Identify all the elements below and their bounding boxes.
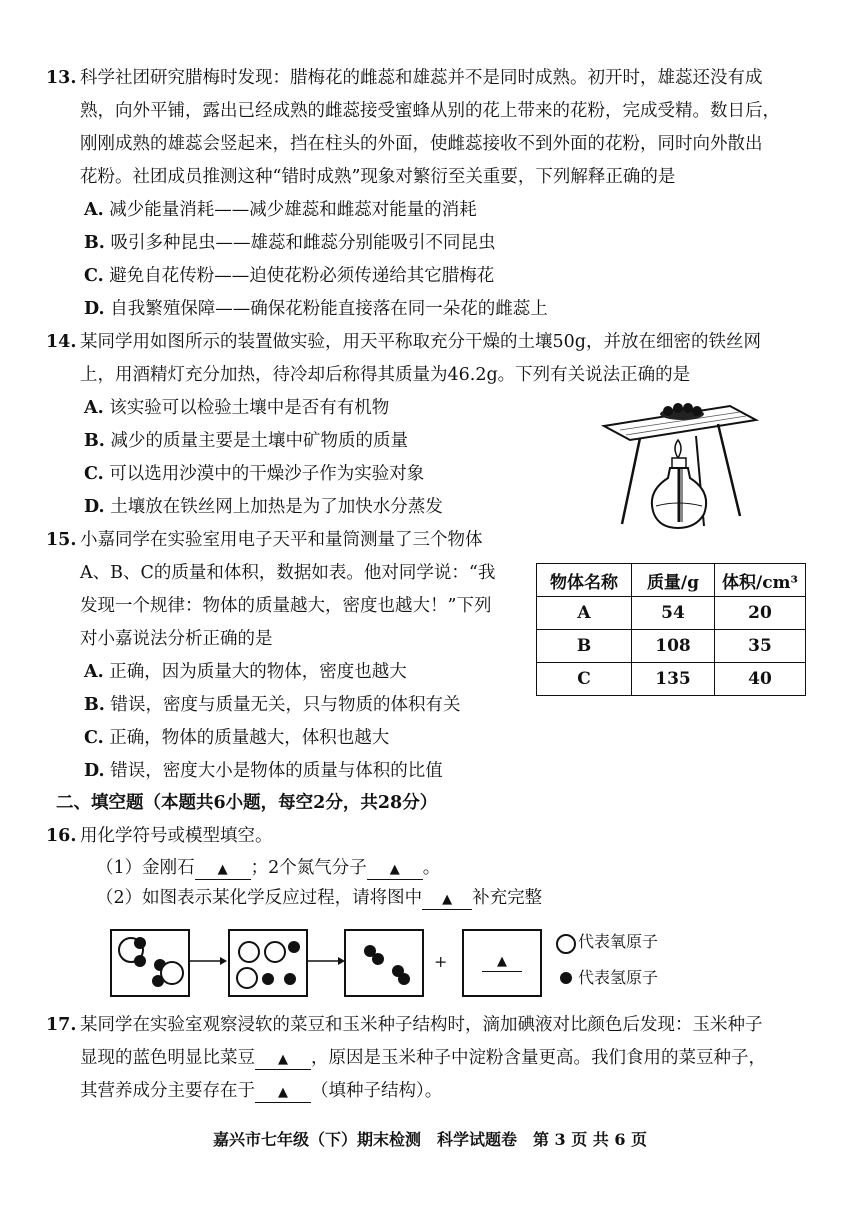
table-header: 体积/cm³ xyxy=(715,564,806,597)
heating-apparatus-figure xyxy=(600,396,760,536)
table-header: 质量/g xyxy=(632,564,715,597)
q16-stem: 用化学符号或模型填空。 xyxy=(80,826,273,846)
oxygen-atom xyxy=(236,967,258,989)
q13-line-3: 刚刚成熟的雄蕊会竖起来，挡在柱头的外面，使雌蕊接收不到外面的花粉，同时向外散出 xyxy=(80,134,763,154)
arrow-icon xyxy=(190,955,228,967)
arrow-icon xyxy=(308,955,346,967)
q16-part-1: （1）金刚石 ▲ ；2个氮气分子 ▲ 。 xyxy=(96,858,441,878)
page-footer: 嘉兴市七年级（下）期末检测 科学试题卷 第 3 页 共 6 页 xyxy=(212,1130,648,1149)
q13-line-2: 熟，向外平铺，露出已经成熟的雌蕊接受蜜蜂从别的花上带来的花粉，完成受精。数日后， xyxy=(80,101,780,121)
q15-option-c: C. 正确，物体的质量越大，体积也越大 xyxy=(84,728,390,748)
section-2-heading: 二、填空题（本题共6小题，每空2分，共28分） xyxy=(56,793,438,813)
table-cell: 35 xyxy=(715,630,806,663)
plus-sign: + xyxy=(434,952,448,971)
q17-line-2: 显现的蓝色明显比菜豆 ▲ ，原因是玉米种子中淀粉含量更高。我们食用的菜豆种子， xyxy=(80,1048,766,1068)
q17-line-3: 其营养成分主要存在于 ▲ （填种子结构）。 xyxy=(80,1081,443,1101)
hydrogen-atom xyxy=(288,941,300,953)
hydrogen-atom xyxy=(262,973,274,985)
table-row xyxy=(537,630,806,663)
q15-line-3: 发现一个规律：物体的质量越大，密度也越大！”下列 xyxy=(80,596,492,616)
q16-part-2: （2）如图表示某化学反应过程，请将图中 ▲ 补充完整 xyxy=(96,888,543,908)
q15-option-a: A. 正确，因为质量大的物体，密度也越大 xyxy=(84,662,407,682)
answer-blank: ▲ xyxy=(422,891,472,910)
q17-line-1: 某同学在实验室观察浸软的菜豆和玉米种子结构时，滴加碘液对比颜色后发现：玉米种子 xyxy=(80,1015,763,1035)
question-16-number: 16. xyxy=(46,826,77,846)
hydrogen-legend-icon xyxy=(560,972,572,984)
reactant-box xyxy=(110,929,190,997)
table-cell: 135 xyxy=(632,663,715,696)
q13-line-1: 科学社团研究腊梅时发现：腊梅花的雌蕊和雄蕊并不是同时成熟。初开时，雄蕊还没有成 xyxy=(80,68,763,88)
q14-option-d: D. 土壤放在铁丝网上加热是为了加快水分蒸发 xyxy=(84,497,443,517)
table-row xyxy=(537,597,806,630)
oxygen-atom xyxy=(264,941,286,963)
answer-blank: ▲ xyxy=(482,953,522,972)
table-cell: B xyxy=(537,630,632,663)
table-cell: 108 xyxy=(632,630,715,663)
question-14-number: 14. xyxy=(46,332,77,352)
product-box xyxy=(344,929,424,997)
q13-option-d: D. 自我繁殖保障——确保花粉能直接落在同一朵花的雌蕊上 xyxy=(84,299,548,319)
answer-box xyxy=(462,929,542,997)
q15-line-1: 小嘉同学在实验室用电子天平和量筒测量了三个物体 xyxy=(80,530,483,550)
table-header: 物体名称 xyxy=(537,564,632,597)
table-header-row xyxy=(537,564,806,597)
table-cell: C xyxy=(537,663,632,696)
question-13-number: 13. xyxy=(46,68,77,88)
q13-option-a: A. 减少能量消耗——减少雄蕊和雌蕊对能量的消耗 xyxy=(84,200,477,220)
oxygen-atom xyxy=(238,941,260,963)
oxygen-legend-icon xyxy=(556,934,576,954)
q15-line-2: A、B、C的质量和体积，数据如表。他对同学说：“我 xyxy=(80,563,496,583)
intermediate-box xyxy=(228,929,308,997)
legend-oxygen: 代表氧原子 xyxy=(578,932,659,951)
q13-line-4: 花粉。社团成员推测这种“错时成熟”现象对繁衍至关重要，下列解释正确的是 xyxy=(80,167,676,187)
hydrogen-atom xyxy=(152,975,164,987)
hydrogen-atom xyxy=(284,973,296,985)
table-cell: 40 xyxy=(715,663,806,696)
hydrogen-atom xyxy=(372,953,384,965)
q14-line-2: 上，用酒精灯充分加热，待冷却后称得其质量为46.2g。下列有关说法正确的是 xyxy=(80,365,691,385)
answer-blank: ▲ xyxy=(255,1051,311,1070)
hydrogen-atom xyxy=(398,973,410,985)
question-17-number: 17. xyxy=(46,1015,77,1035)
q13-option-b: B. 吸引多种昆虫——雄蕊和雌蕊分别能吸引不同昆虫 xyxy=(84,233,496,253)
table-cell: 20 xyxy=(715,597,806,630)
answer-blank: ▲ xyxy=(255,1084,311,1103)
table-cell: A xyxy=(537,597,632,630)
legend-hydrogen: 代表氢原子 xyxy=(578,968,659,987)
hydrogen-atom xyxy=(134,955,146,967)
data-table xyxy=(536,563,806,696)
q14-option-a: A. 该实验可以检验土壤中是否有有机物 xyxy=(84,398,390,418)
table-row xyxy=(537,663,806,696)
q13-option-c: C. 避免自花传粉——迫使花粉必须传递给其它腊梅花 xyxy=(84,266,495,286)
q14-line-1: 某同学用如图所示的装置做实验，用天平称取充分干燥的土壤50g，并放在细密的铁丝网 xyxy=(80,332,761,352)
q15-line-4: 对小嘉说法分析正确的是 xyxy=(80,629,273,649)
answer-blank: ▲ xyxy=(195,861,251,880)
q15-option-d: D. 错误，密度大小是物体的质量与体积的比值 xyxy=(84,761,443,781)
question-15-number: 15. xyxy=(46,530,77,550)
table-cell: 54 xyxy=(632,597,715,630)
q14-option-c: C. 可以选用沙漠中的干燥沙子作为实验对象 xyxy=(84,464,425,484)
q14-option-b: B. 减少的质量主要是土壤中矿物质的质量 xyxy=(84,431,408,451)
q15-option-b: B. 错误，密度与质量无关，只与物质的体积有关 xyxy=(84,695,461,715)
hydrogen-atom xyxy=(134,937,146,949)
answer-blank: ▲ xyxy=(367,861,423,880)
